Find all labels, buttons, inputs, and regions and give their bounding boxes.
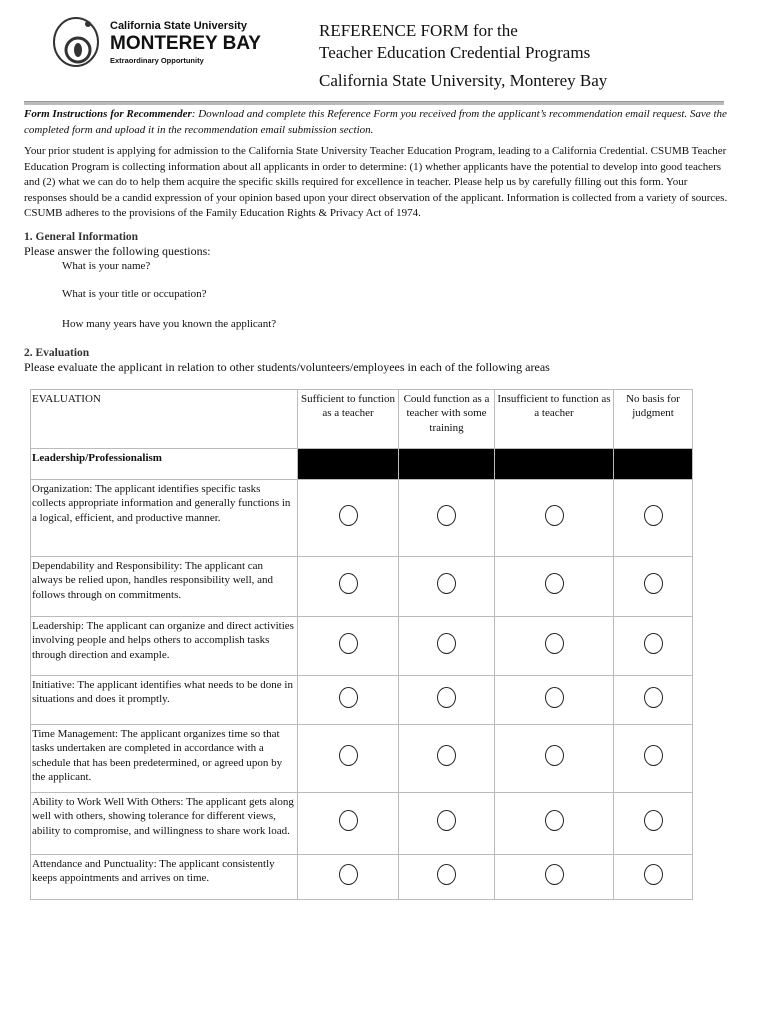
years-question: How many years have you known the applicant? [62, 317, 277, 330]
col-sufficient: Sufficient to function as a teacher [298, 389, 399, 448]
rating-cell [495, 724, 614, 792]
rating-radio[interactable] [644, 810, 663, 831]
general-prompt: Please answer the following questions: [24, 243, 211, 258]
evaluation-table [30, 389, 693, 900]
rating-radio[interactable] [644, 864, 663, 885]
rating-radio[interactable] [437, 864, 456, 885]
table-row [31, 479, 693, 556]
evaluation-prompt: Please evaluate the applicant in relation to other students/volunteers/employees in each of the following areas [24, 359, 550, 374]
rating-cell [298, 675, 399, 724]
criterion-text: Ability to Work Well With Others: The applicant gets along well with others, showing tolerance for different views, ability to compromise, and willingness to share work load. [31, 792, 298, 854]
divider [24, 101, 724, 105]
rating-cell [495, 854, 614, 899]
rating-cell [614, 854, 693, 899]
rating-cell [298, 616, 399, 675]
rating-radio[interactable] [437, 745, 456, 766]
logo-tagline: Extraordinary Opportunity [110, 56, 204, 65]
rating-radio[interactable] [437, 633, 456, 654]
rating-radio[interactable] [437, 810, 456, 831]
rating-radio[interactable] [545, 687, 564, 708]
rating-cell [495, 556, 614, 616]
rating-cell [614, 556, 693, 616]
rating-radio[interactable] [339, 810, 358, 831]
rating-radio[interactable] [339, 687, 358, 708]
otter-seal-icon [48, 12, 108, 70]
rating-radio[interactable] [545, 864, 564, 885]
rating-radio[interactable] [644, 573, 663, 594]
name-question: What is your name? [62, 259, 151, 272]
criterion-text: Dependability and Responsibility: The applicant can always be relied upon, handles responsibility well, and follows through on commitments. [31, 556, 298, 616]
criterion-text: Initiative: The applicant identifies what needs to be done in situations and does it promptly. [31, 675, 298, 724]
table-row [31, 724, 693, 792]
rating-cell [614, 724, 693, 792]
instructions-text: : Download and complete this Reference Form you received from the applicant’s recommendation email request. Save the completed form and upload it in the recommendation email submission section. [24, 108, 727, 136]
col-no-basis: No basis for judgment [614, 389, 693, 448]
col-insufficient: Insufficient to function as a teacher [495, 389, 614, 448]
rating-cell [614, 675, 693, 724]
table-row [31, 792, 693, 854]
rating-cell [495, 616, 614, 675]
section-fill [399, 448, 495, 479]
rating-cell [495, 479, 614, 556]
criterion-text: Organization: The applicant identifies specific tasks collects appropriate information and generally functions in a logical, efficient, and productive manner. [31, 479, 298, 556]
col-evaluation: EVALUATION [31, 389, 298, 448]
criterion-text: Time Management: The applicant organizes time so that tasks undertaken are completed in accordance with a schedule that has been predetermined, or agreed upon by the applicant. [31, 724, 298, 792]
table-row [31, 616, 693, 675]
rating-cell [614, 792, 693, 854]
rating-radio[interactable] [437, 687, 456, 708]
rating-radio[interactable] [545, 745, 564, 766]
rating-radio[interactable] [545, 573, 564, 594]
rating-radio[interactable] [545, 505, 564, 526]
rating-cell [399, 616, 495, 675]
general-heading: 1. General Information [24, 230, 139, 243]
criterion-text: Attendance and Punctuality: The applicant consistently keeps appointments and arrives on time. [31, 854, 298, 899]
rating-cell [495, 792, 614, 854]
col-could-function: Could function as a teacher with some training [399, 389, 495, 448]
rating-radio[interactable] [437, 573, 456, 594]
rating-radio[interactable] [545, 810, 564, 831]
rating-radio[interactable] [644, 745, 663, 766]
rating-radio[interactable] [339, 864, 358, 885]
rating-cell [614, 616, 693, 675]
rating-cell [399, 556, 495, 616]
section-fill [298, 448, 399, 479]
rating-radio[interactable] [339, 633, 358, 654]
rating-cell [298, 854, 399, 899]
rating-cell [399, 792, 495, 854]
rating-cell [495, 675, 614, 724]
instructions [24, 107, 730, 138]
form-title: REFERENCE FORM for the [319, 21, 518, 40]
form-subtitle: Teacher Education Credential Programs [319, 43, 591, 62]
rating-cell [298, 556, 399, 616]
rating-radio[interactable] [339, 573, 358, 594]
intro-text: Your prior student is applying for admission to the California State University Teacher Education Program, leading to a California Credential. CSUMB Teacher Education Program is collecting information about all applicants in order to determine: (1) whether applicants have the potential to develop into good teachers and (2) what we can do to help them acquire the specific skills required for excellence in teacher. Please help us by carefully filling out this form. Your responses should be a candid expression of your opinion based upon your direct observation of the applicant. Information is collected from a variety of sources. CSUMB adheres to the provisions of the Family Education Rights & Privacy Act of 1974. [24, 145, 728, 219]
rating-cell [399, 479, 495, 556]
evaluation-heading: 2. Evaluation [24, 346, 90, 359]
rating-cell [399, 854, 495, 899]
rating-radio[interactable] [644, 633, 663, 654]
logo-university: California State University [110, 20, 247, 32]
rating-cell [298, 479, 399, 556]
section-fill [495, 448, 614, 479]
logo-campus: MONTEREY BAY [110, 33, 261, 54]
table-row [31, 556, 693, 616]
instructions-label: Form Instructions for Recommender [24, 108, 192, 120]
rating-cell [614, 479, 693, 556]
university-name: California State University, Monterey Bay [319, 71, 608, 90]
criterion-text: Leadership: The applicant can organize and direct activities involving people and helps others to accomplish tasks through direction and example. [31, 616, 298, 675]
rating-cell [399, 675, 495, 724]
csumb-logo [48, 12, 261, 72]
rating-cell [298, 792, 399, 854]
rating-cell [298, 724, 399, 792]
rating-radio[interactable] [644, 687, 663, 708]
rating-radio[interactable] [644, 505, 663, 526]
table-row [31, 854, 693, 899]
rating-radio[interactable] [545, 633, 564, 654]
title-question: What is your title or occupation? [62, 287, 207, 300]
form-body [24, 107, 730, 900]
rating-radio[interactable] [437, 505, 456, 526]
rating-cell [399, 724, 495, 792]
rating-radio[interactable] [339, 505, 358, 526]
section-label: Leadership/Professionalism [31, 448, 298, 479]
section-fill [614, 448, 693, 479]
rating-radio[interactable] [339, 745, 358, 766]
table-row [31, 675, 693, 724]
